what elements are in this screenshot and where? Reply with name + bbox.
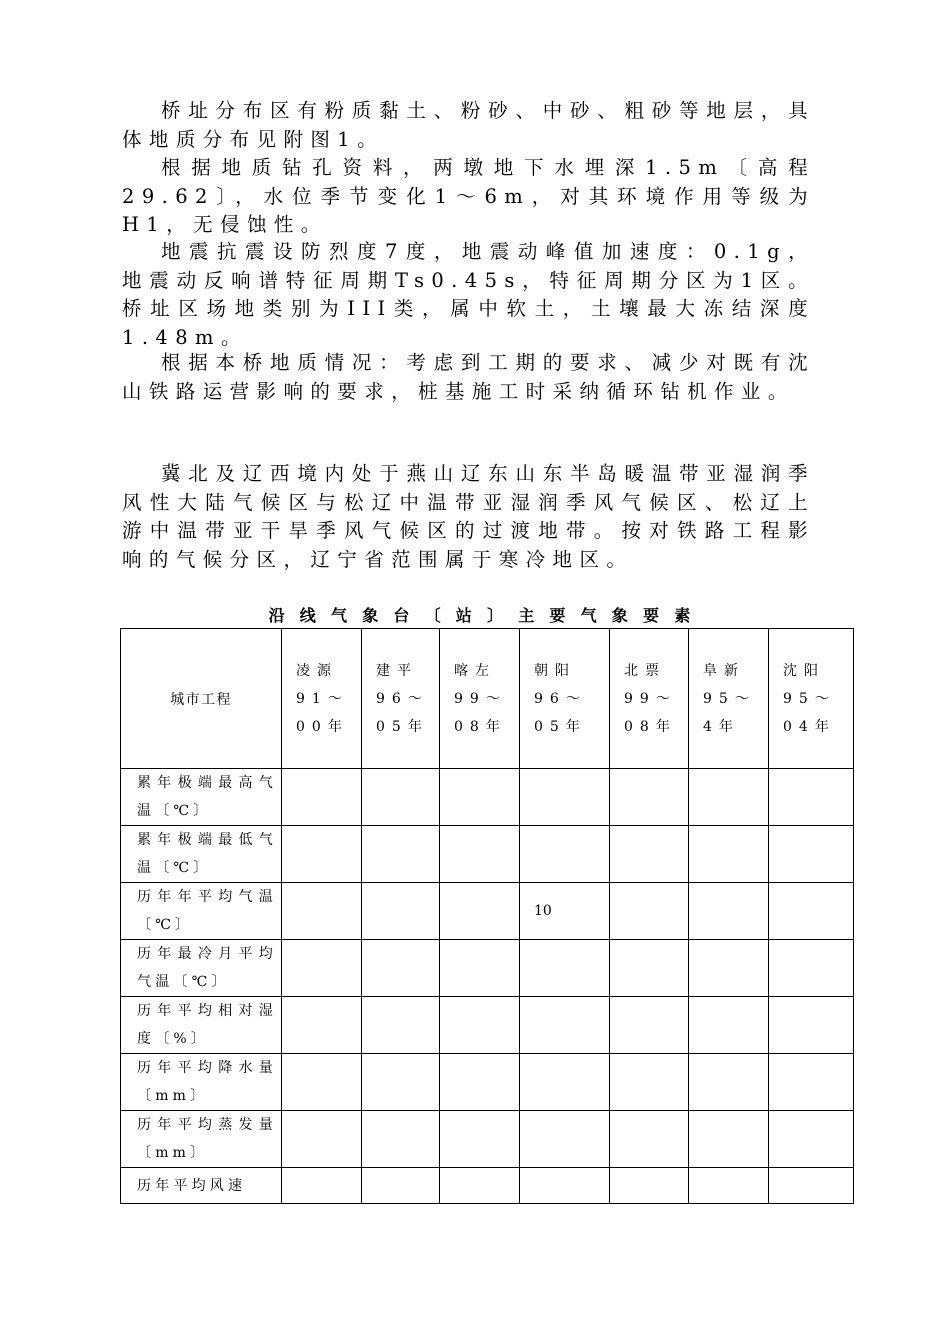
table-cell bbox=[282, 826, 362, 883]
table-cell: 10 bbox=[520, 883, 610, 940]
station-years: 96～05年 bbox=[534, 690, 587, 735]
station-header bbox=[689, 629, 769, 769]
table-row bbox=[121, 1111, 854, 1168]
row-label: 历年平均降水量〔mm〕 bbox=[121, 1054, 282, 1111]
station-name: 沈阳 bbox=[783, 662, 825, 679]
table-cell bbox=[282, 1168, 362, 1204]
table-cell bbox=[520, 1054, 610, 1111]
station-years: 99～08年 bbox=[624, 690, 677, 735]
table-cell bbox=[440, 940, 520, 997]
table-row bbox=[121, 826, 854, 883]
table-cell bbox=[440, 826, 520, 883]
table-header-row bbox=[121, 629, 854, 769]
row-label: 历年年平均气温〔℃〕 bbox=[121, 883, 282, 940]
station-header bbox=[520, 629, 610, 769]
station-name: 建平 bbox=[376, 662, 418, 679]
row-label: 累年极端最高气温〔℃〕 bbox=[121, 769, 282, 826]
paragraph-bridge-strata: 桥址分布区有粉质黏土、粉砂、中砂、粗砂等地层，具体地质分布见附图1。 bbox=[122, 99, 815, 151]
table-cell bbox=[769, 1168, 854, 1204]
table-cell bbox=[440, 1054, 520, 1111]
station-years: 96～05年 bbox=[376, 690, 429, 735]
table-cell bbox=[610, 997, 689, 1054]
table-cell bbox=[769, 1054, 854, 1111]
table-cell bbox=[362, 1054, 440, 1111]
table-cell bbox=[282, 769, 362, 826]
table-cell bbox=[282, 1054, 362, 1111]
table-cell bbox=[610, 1111, 689, 1168]
corner-header: 城市工程 bbox=[121, 629, 282, 769]
row-label: 累年极端最低气温〔℃〕 bbox=[121, 826, 282, 883]
station-name: 阜新 bbox=[703, 662, 745, 679]
table-row bbox=[121, 997, 854, 1054]
station-years: 95～04年 bbox=[783, 690, 836, 735]
table-cell bbox=[440, 883, 520, 940]
table-cell bbox=[769, 883, 854, 940]
table-cell bbox=[610, 769, 689, 826]
station-header bbox=[769, 629, 854, 769]
table-cell bbox=[282, 940, 362, 997]
row-label: 历年最冷月平均气温〔℃〕 bbox=[121, 940, 282, 997]
table-cell bbox=[610, 1168, 689, 1204]
station-years: 99～08年 bbox=[454, 690, 507, 735]
meteorology-table bbox=[120, 628, 854, 1204]
table-cell bbox=[362, 769, 440, 826]
table-cell bbox=[769, 1111, 854, 1168]
table-cell bbox=[769, 940, 854, 997]
table-cell bbox=[520, 1168, 610, 1204]
row-label: 历年平均风速 bbox=[121, 1168, 282, 1204]
station-header bbox=[610, 629, 689, 769]
paragraph-construction-method: 根据本桥地质情况：考虑到工期的要求、减少对既有沈山铁路运营影响的要求，桩基施工时采纳循环钻机作业。 bbox=[122, 351, 815, 403]
paragraph-climate: 冀北及辽西境内处于燕山辽东山东半岛暖温带亚湿润季风性大陆气候区与松辽中温带亚湿润季风气候区、松辽上游中温带亚干旱季风气候区的过渡地带。按对铁路工程影响的气候分区，辽宁省范围属于寒冷地区。 bbox=[122, 462, 815, 571]
table-row bbox=[121, 769, 854, 826]
station-name: 凌源 bbox=[296, 662, 338, 679]
table-cell bbox=[362, 883, 440, 940]
table-cell bbox=[610, 826, 689, 883]
station-header bbox=[362, 629, 440, 769]
table-cell bbox=[689, 1168, 769, 1204]
table-cell bbox=[282, 997, 362, 1054]
table-cell bbox=[610, 1054, 689, 1111]
table-row bbox=[121, 940, 854, 997]
table-cell bbox=[520, 1111, 610, 1168]
table-cell bbox=[440, 1111, 520, 1168]
table-cell bbox=[689, 769, 769, 826]
table-cell bbox=[689, 826, 769, 883]
table-cell bbox=[689, 1054, 769, 1111]
table-cell bbox=[689, 1111, 769, 1168]
table-cell bbox=[282, 883, 362, 940]
table-row bbox=[121, 883, 854, 940]
row-label: 历年平均相对湿度〔%〕 bbox=[121, 997, 282, 1054]
table-cell bbox=[362, 1168, 440, 1204]
table-cell bbox=[362, 1111, 440, 1168]
table-cell bbox=[769, 826, 854, 883]
station-name: 朝阳 bbox=[534, 662, 576, 679]
table-cell bbox=[362, 826, 440, 883]
station-name: 北票 bbox=[624, 662, 666, 679]
table-cell bbox=[689, 883, 769, 940]
station-header bbox=[440, 629, 520, 769]
table-cell bbox=[689, 997, 769, 1054]
table-cell bbox=[440, 1168, 520, 1204]
table-body bbox=[121, 769, 854, 1204]
station-header bbox=[282, 629, 362, 769]
table-cell bbox=[440, 997, 520, 1054]
paragraph-seismic: 地震抗震设防烈度7度，地震动峰值加速度：0.1g，地震动反响谱特征周期Ts0.45s，特征周期分区为1区。桥址区场地类别为III类，属中软土，土壤最大冻结深度1.48m。 bbox=[122, 240, 815, 349]
table-cell bbox=[440, 769, 520, 826]
station-years: 95～4年 bbox=[703, 690, 756, 735]
table-cell bbox=[520, 826, 610, 883]
table-cell bbox=[769, 769, 854, 826]
station-name: 喀左 bbox=[454, 662, 496, 679]
table-cell bbox=[610, 940, 689, 997]
table-cell bbox=[520, 769, 610, 826]
paragraph-groundwater: 根据地质钻孔资料，两墩地下水埋深1.5m〔高程29.62〕，水位季节变化1～6m，对其环境作用等级为H1，无侵蚀性。 bbox=[122, 156, 815, 236]
table-cell bbox=[520, 940, 610, 997]
table-cell bbox=[362, 940, 440, 997]
table-row bbox=[121, 1054, 854, 1111]
table-caption: 沿线气象台〔站〕主要气象要素 bbox=[268, 606, 706, 625]
table-cell bbox=[362, 997, 440, 1054]
table-cell bbox=[689, 940, 769, 997]
table-cell bbox=[610, 883, 689, 940]
station-years: 91～00年 bbox=[296, 690, 349, 735]
row-label: 历年平均蒸发量〔mm〕 bbox=[121, 1111, 282, 1168]
table-cell bbox=[769, 997, 854, 1054]
table-cell bbox=[520, 997, 610, 1054]
table-row bbox=[121, 1168, 854, 1204]
table-cell bbox=[282, 1111, 362, 1168]
